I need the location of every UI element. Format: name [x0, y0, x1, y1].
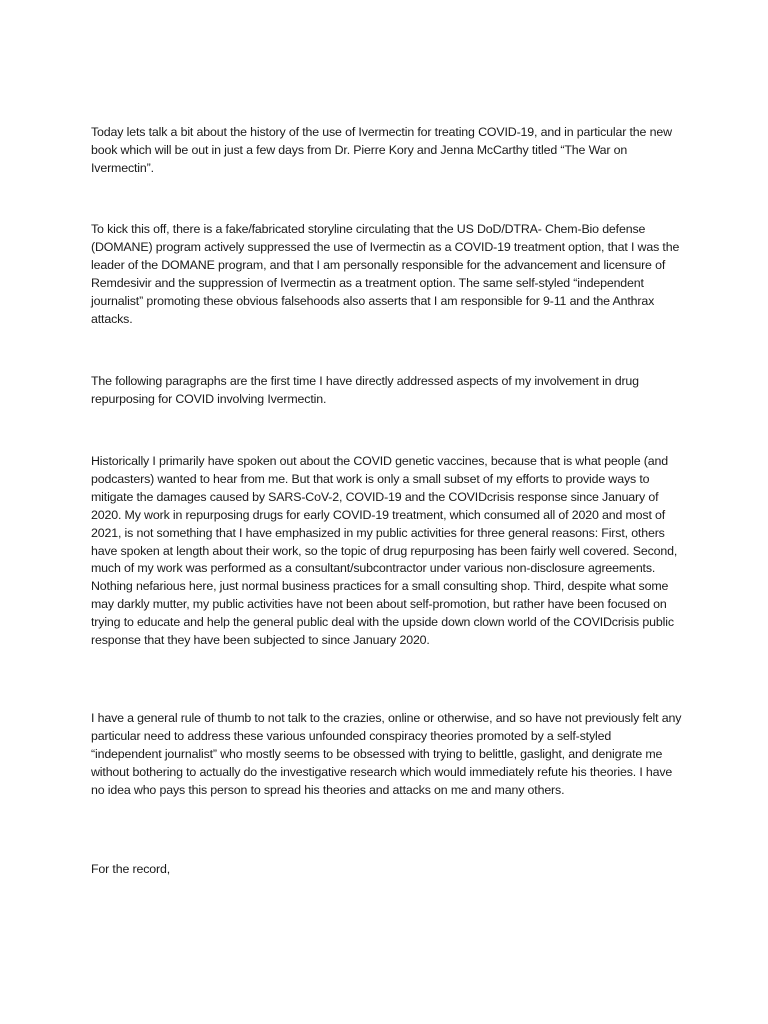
paragraph-rule-of-thumb: I have a general rule of thumb to not talk to the crazies, online or otherwise, and so have not previously felt any particular need to address these various unfounded conspiracy theories promoted by a self-styled “independent journalist” who mostly seems to be obsessed with trying to belittle, gaslight, and denigrate me without bothering to actually do the investigative research which would immediately refute his theories. I have no idea who pays this person to spread his theories and attacks on me and many others.: [91, 711, 682, 797]
paragraph-history: Historically I primarily have spoken out about the COVID genetic vaccines, because that is what people (and podcasters) wanted to hear from me. But that work is only a small subset of my efforts to provide ways to mitigate the damages caused by SARS-CoV-2, COVID-19 and the COVIDcrisis response since January of 2020. My work in repurposing drugs for early COVID-19 treatment, which consumed all of 2020 and most of 2021, is not something that I have emphasized in my public activities for three general reasons: First, others have spoken at length about their work, so the topic of drug repurposing has been fairly well covered. Second, much of my work was performed as a consultant/subcontractor under various non-disclosure agreements. Nothing nefarious here, just normal business practices for a small consulting shop. Third, despite what some may darkly mutter, my public activities have not been about self-promotion, but rather have been focused on trying to educate and help the general public deal with the upside down clown world of the COVIDcrisis public response that they have been subjected to since January 2020.: [91, 454, 678, 648]
paragraph-for-the-record: For the record,: [91, 862, 171, 876]
paragraph-following: The following paragraphs are the first time I have directly addressed aspects of my involvement in drug repurposing for COVID involving Ivermectin.: [91, 374, 639, 406]
paragraph-storyline: To kick this off, there is a fake/fabricated storyline circulating that the US DoD/DTRA- Chem-Bio defense (DOMANE) program actively suppressed the use of Ivermectin as a COVID-19 treatment option, that I was the leader of the DOMANE program, and that I am personally responsible for the advancement and licensure of Remdesivir and the suppression of Ivermectin as a treatment option. The same self-styled “independent journalist” promoting these obvious falsehoods also asserts that I am responsible for 9-11 and the Anthrax attacks.: [91, 222, 680, 326]
paragraph-intro: Today lets talk a bit about the history of the use of Ivermectin for treating COVID-19, and in particular the new book which will be out in just a few days from Dr. Pierre Kory and Jenna McCarthy titled “The War on Ivermectin”.: [91, 125, 672, 175]
